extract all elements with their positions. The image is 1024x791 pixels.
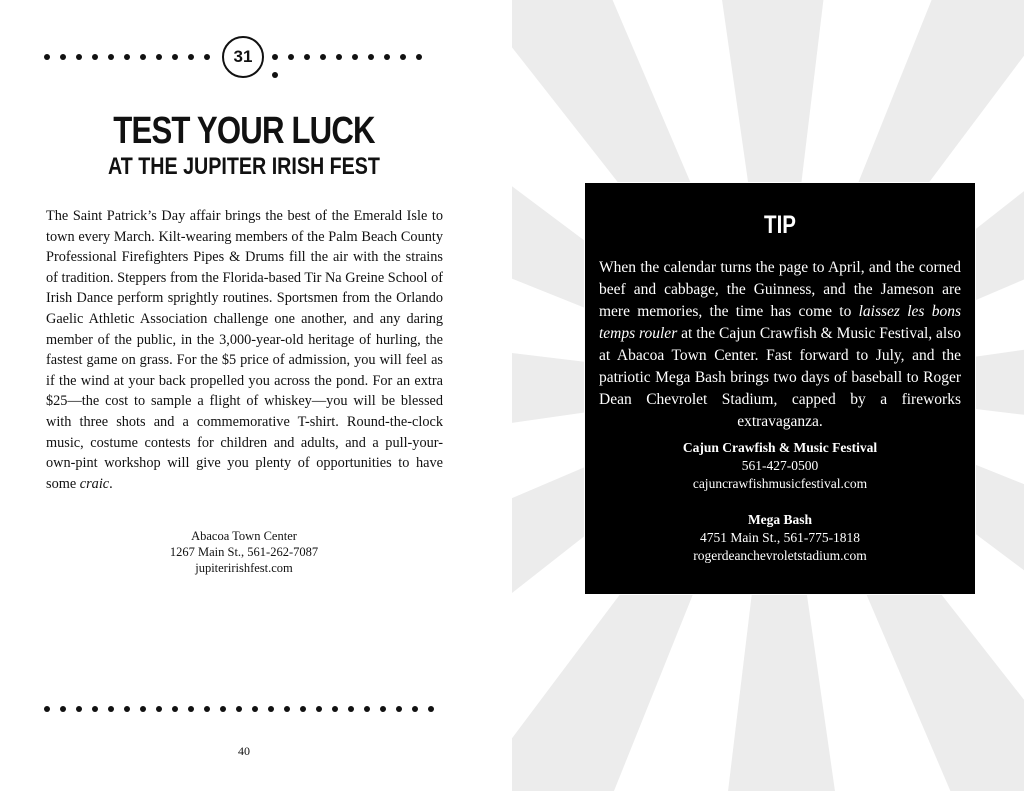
- venue-name: Abacoa Town Center: [191, 529, 297, 543]
- page-subtitle: AT THE JUPITER IRISH FEST: [108, 153, 380, 180]
- venue-website: jupiteririshfest.com: [195, 561, 293, 575]
- chapter-number-badge: 31: [222, 36, 264, 78]
- dot-row-left: [44, 54, 220, 60]
- venue-address: 1267 Main St., 561-262-7087: [169, 545, 319, 559]
- page-number: 40: [238, 744, 250, 758]
- tip-text-after: at the Cajun Crawfish & Music Festival, also at Abacoa Town Center. Fast forward to July, and the patriotic Mega Bash brings two days of baseball to Roger Dean Chevrolet Stadium, capped by a fireworks extravaganza.: [599, 325, 962, 430]
- contact-name: Cajun Crawfish & Music Festival: [682, 440, 878, 455]
- contact-website: cajuncrawfishmusicfestival.com: [692, 476, 868, 491]
- contact-mega-bash: [585, 511, 975, 565]
- body-paragraph: [46, 206, 443, 494]
- page-title: TEST YOUR LUCK: [113, 110, 375, 152]
- contact-phone: 561-427-0500: [741, 458, 819, 473]
- contact-cajun-crawfish: [585, 439, 975, 493]
- tip-heading: TIP: [764, 211, 796, 239]
- tip-text-italic: laissez les bons temps rouler: [599, 303, 961, 342]
- dot-row-right: [272, 54, 444, 60]
- body-main-text: The Saint Patrick’s Day affair brings the best of the Emerald Isle to town every March. Kilt-wearing members of the Palm Beach County Professional Firefighters Pipes & Drums fill the air with the strains of tradition. Steppers from the Florida-based Tir Na Greine School of Irish Dance perform sprightly routines. Sportsmen from the Orlando Gaelic Athletic Association challenge one another, and any daring member of the public, in the 3,000-year-old heritage of hurling, the fastest game on grass. For the $5 price of admission, you will feel as if the wind at your back propelled you across the pond. For an extra $25—the cost to sample a flight of whiskey—you will be blessed with three shots and a commemorative T-shirt. Round-the-clock music, costume contests for children and adults, and a pull-your-own-pint workshop will give you plenty of opportunities to have some: [46, 208, 443, 492]
- contact-name: Mega Bash: [747, 512, 813, 527]
- tip-box: [584, 182, 976, 595]
- bottom-dotted-rule: [44, 704, 444, 714]
- dot-row-bottom: [44, 706, 444, 712]
- tip-text: [599, 257, 961, 433]
- body-end-text: .: [109, 475, 113, 492]
- contact-website: rogerdeanchevroletstadium.com: [693, 548, 867, 563]
- tip-text-before: When the calendar turns the page to April, and the corned beef and cabbage, the Guinness, and the Jameson are mere memories, the time has come to: [599, 259, 961, 320]
- contact-address: 4751 Main St., 561-775-1818: [699, 530, 861, 545]
- body-italic-text: craic: [79, 475, 110, 492]
- venue-info: [44, 528, 444, 576]
